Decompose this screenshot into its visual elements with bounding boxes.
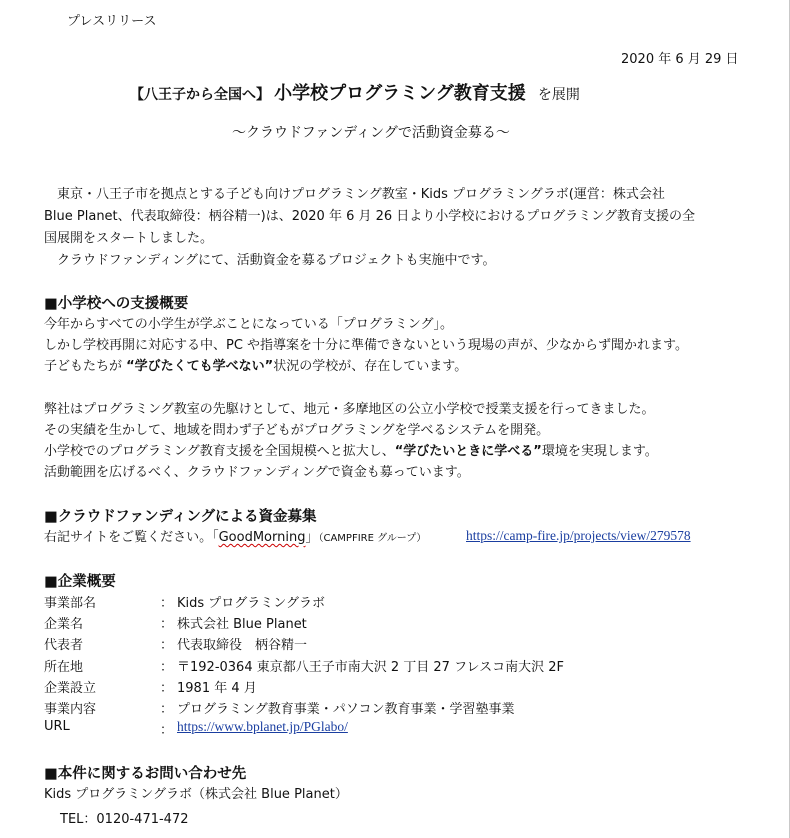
crowdfunding-line bbox=[44, 527, 426, 549]
row-colon: ： bbox=[160, 617, 174, 632]
support-p2-line-1: 弊社はプログラミング教室の先駆けとして、地元・多摩地区の公立小学校で授業支援を行ってきました。 bbox=[44, 402, 655, 417]
crowdfunding-text-post: 」 bbox=[305, 530, 319, 545]
crowdfunding-text-pre: 右記サイトをご覧ください。「 bbox=[44, 530, 219, 545]
support-p1-line-1: 今年からすべての小学生が学ぶことになっている「プログラミング」。 bbox=[44, 317, 453, 332]
support-p2-line-3-pre: 小学校でのプログラミング教育支援を全国規模へと拡大し、 bbox=[44, 444, 395, 459]
subtitle: ～クラウドファンディングで活動資金募る～ bbox=[232, 125, 510, 141]
support-p1-line-3-pre: 子どもたちが bbox=[44, 359, 127, 374]
support-p1-line-2: しかし学校再開に対応する中、PC や指導案を十分に準備できないという現場の声が、少なからず聞かれます。 bbox=[44, 338, 689, 353]
campfire-note: （CAMPFIRE グループ） bbox=[318, 533, 427, 544]
support-p2-line-3-post: 環境を実現します。 bbox=[541, 444, 658, 459]
support-p2-line-4: 活動範囲を広げるべく、クラウドファンディングで資金も募っています。 bbox=[44, 465, 470, 480]
site-name: GoodMorning bbox=[218, 530, 306, 545]
row-key: 企業設立 bbox=[44, 681, 97, 696]
section-heading-contact: ■本件に関するお問い合わせ先 bbox=[44, 766, 247, 782]
title-bracket: 【八王子から全国へ】 bbox=[130, 87, 270, 103]
intro-line-3: 国展開をスタートしました。 bbox=[44, 231, 214, 246]
support-p2-line-2: その実績を生かして、地域を問わず子どもがプログラミングを学べるシステムを開発。 bbox=[44, 423, 550, 438]
support-p1-line-3-post: 状況の学校が、存在しています。 bbox=[273, 359, 468, 374]
press-release-label: プレスリリース bbox=[67, 14, 157, 29]
row-value: 〒192-0364 東京都八王子市南大沢 2 丁目 27 フレスコ南大沢 2F bbox=[177, 660, 565, 675]
row-key: 代表者 bbox=[44, 638, 84, 653]
crowdfunding-link[interactable]: https://camp-fire.jp/projects/view/279578 bbox=[466, 528, 691, 543]
contact-tel: TEL：0120-471-472 bbox=[60, 812, 189, 827]
row-colon: ： bbox=[160, 702, 174, 717]
section-heading-support: ■小学校への支援概要 bbox=[44, 296, 189, 312]
company-url-link[interactable]: https://www.bplanet.jp/PGlabo/ bbox=[177, 719, 348, 734]
row-key: URL bbox=[44, 719, 70, 734]
support-p1-line-3 bbox=[44, 356, 467, 377]
intro-line-4: クラウドファンディングにて、活動資金を募るプロジェクトも実施中です。 bbox=[44, 253, 496, 268]
contact-line-1: Kids プログラミングラボ（株式会社 Blue Planet） bbox=[44, 787, 348, 802]
row-colon: ： bbox=[160, 596, 174, 611]
row-colon: ： bbox=[160, 638, 174, 653]
row-key: 所在地 bbox=[44, 660, 84, 675]
row-value: 1981 年 4 月 bbox=[177, 681, 257, 696]
support-p1-line-3-bold: “学びたくても学べない” bbox=[126, 359, 274, 374]
row-colon: ： bbox=[160, 723, 174, 738]
row-key: 事業内容 bbox=[44, 702, 97, 717]
support-p2-line-3 bbox=[44, 441, 658, 462]
section-heading-company: ■企業概要 bbox=[44, 574, 116, 590]
row-colon: ： bbox=[160, 681, 174, 696]
row-key: 企業名 bbox=[44, 617, 84, 632]
title-main: 小学校プログラミング教育支援 bbox=[274, 83, 526, 104]
release-date: 2020 年 6 月 29 日 bbox=[621, 52, 739, 67]
title-suffix: を展開 bbox=[537, 87, 580, 103]
section-heading-crowdfunding: ■クラウドファンディングによる資金募集 bbox=[44, 509, 317, 525]
intro-line-1: 東京・八王子市を拠点とする子ども向けプログラミング教室・Kids プログラミングラボ(運営：株式会社 bbox=[44, 187, 665, 202]
row-value: Kids プログラミングラボ bbox=[177, 596, 326, 611]
support-p2-line-3-bold: “学びたいときに学べる” bbox=[394, 444, 542, 459]
title-row bbox=[130, 79, 580, 105]
row-value: プログラミング教育事業・パソコン教育事業・学習塾事業 bbox=[177, 702, 515, 717]
row-colon: ： bbox=[160, 660, 174, 675]
row-value: 株式会社 Blue Planet bbox=[177, 617, 307, 632]
row-value: 代表取締役 柄谷精一 bbox=[177, 638, 308, 653]
row-key: 事業部名 bbox=[44, 596, 97, 611]
intro-line-2: Blue Planet、代表取締役：柄谷精一)は、2020 年 6 月 26 日より小学校におけるプログラミング教育支援の全 bbox=[44, 209, 696, 224]
